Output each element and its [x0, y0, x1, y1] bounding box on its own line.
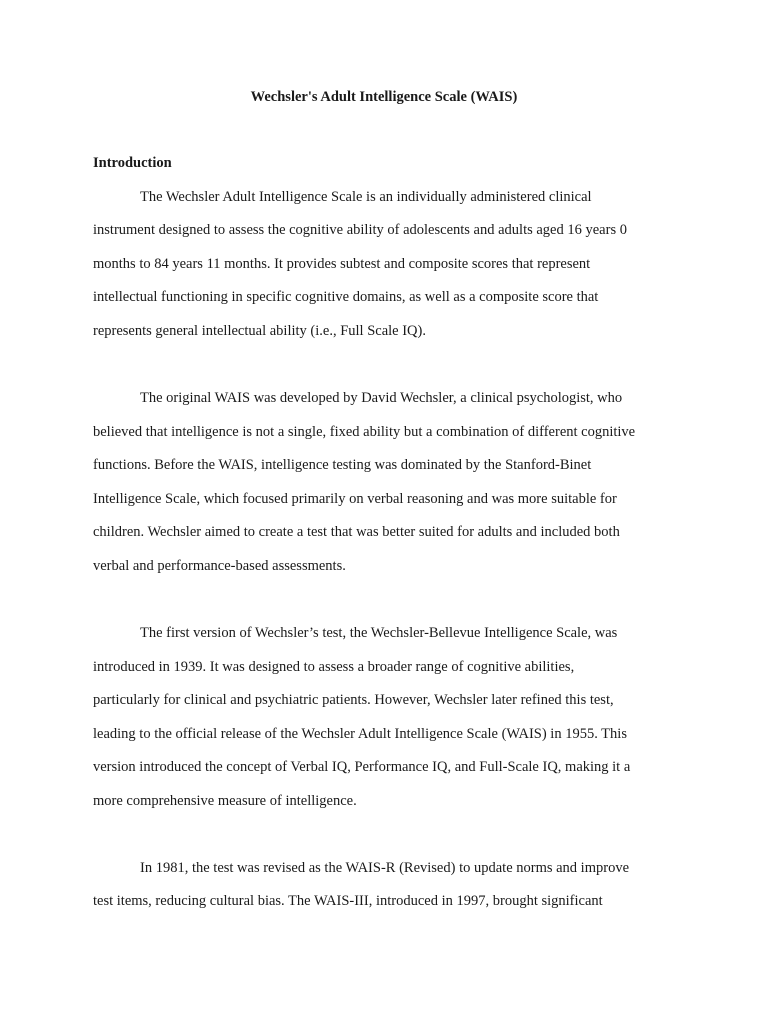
- text-line: test items, reducing cultural bias. The WAIS-III, introduced in 1997, brought significant: [93, 893, 603, 909]
- text-line: particularly for clinical and psychiatric patients. However, Wechsler later refined this test,: [93, 692, 614, 708]
- text-line: introduced in 1939. It was designed to assess a broader range of cognitive abilities,: [93, 659, 575, 675]
- text-line: instrument designed to assess the cognitive ability of adolescents and adults aged 16 years 0: [93, 222, 627, 238]
- text-line: The first version of Wechsler’s test, the Wechsler-Bellevue Intelligence Scale, was: [140, 625, 618, 641]
- text-line: functions. Before the WAIS, intelligence testing was dominated by the Stanford-Binet: [93, 457, 592, 473]
- text-line: months to 84 years 11 months. It provides subtest and composite scores that represent: [93, 256, 591, 272]
- text-line: represents general intellectual ability (i.e., Full Scale IQ).: [93, 323, 426, 339]
- text-line: The original WAIS was developed by David Wechsler, a clinical psychologist, who: [140, 390, 623, 406]
- text-line: believed that intelligence is not a single, fixed ability but a combination of different cognitive: [93, 424, 636, 440]
- document-title: Wechsler's Adult Intelligence Scale (WAIS): [250, 89, 518, 105]
- text-line: more comprehensive measure of intelligence.: [93, 793, 357, 809]
- section-heading: Introduction: [93, 155, 172, 171]
- text-line: The Wechsler Adult Intelligence Scale is an individually administered clinical: [140, 189, 592, 205]
- text-line: Intelligence Scale, which focused primarily on verbal reasoning and was more suitable for: [93, 491, 617, 507]
- text-line: leading to the official release of the Wechsler Adult Intelligence Scale (WAIS) in 1955. This: [93, 726, 627, 742]
- text-line: children. Wechsler aimed to create a test that was better suited for adults and included both: [93, 524, 620, 540]
- text-line: verbal and performance-based assessments.: [93, 558, 346, 574]
- text-line: version introduced the concept of Verbal IQ, Performance IQ, and Full-Scale IQ, making it a: [93, 759, 631, 775]
- text-line: In 1981, the test was revised as the WAIS-R (Revised) to update norms and improve: [140, 860, 630, 876]
- text-line: intellectual functioning in specific cognitive domains, as well as a composite score that: [93, 289, 599, 305]
